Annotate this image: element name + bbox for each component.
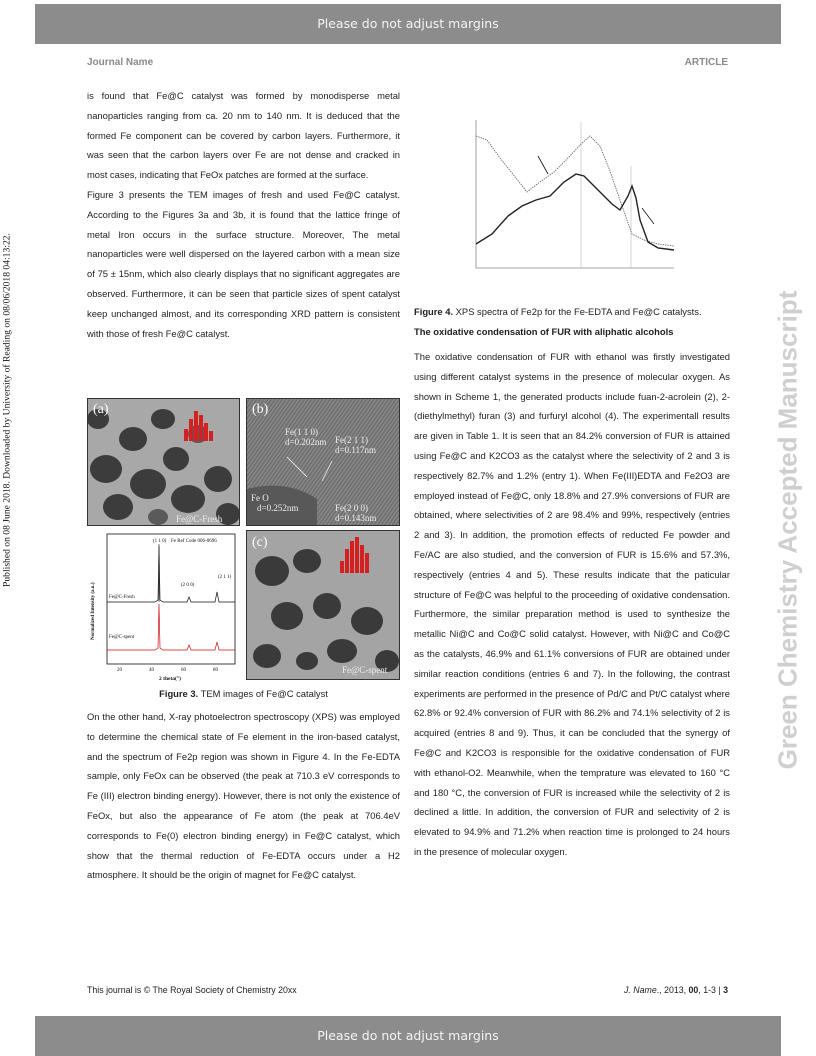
paragraph: Figure 3 presents the TEM images of fresh and used Fe@C catalyst. According to the Figures 3a and 3b, it is found that the lattice fringe of metal Iron occurs in the surface structure. Moreover, The metal nanoparticles were well dispersed on the layered carbon with a mean size of 75 ± 15nm, which also clearly displays that no significant aggregates are observed. Furthermore, it can be seen that particle sizes of spent catalyst keep unchanged almost, and its corresponding XRD pattern is consistent with those of fresh Fe@C catalyst. bbox=[87, 188, 400, 339]
lattice-label: Fe O bbox=[251, 493, 269, 503]
xrd-chart bbox=[87, 530, 240, 683]
xrd-ref-label: Fe Ref Code 006-0696 bbox=[171, 539, 217, 544]
tem-particles-image bbox=[88, 399, 240, 526]
lattice-label: d=0.252nm bbox=[257, 503, 299, 513]
caption-text: XPS spectra of Fe2p for the Fe-EDTA and Fe@C catalysts. bbox=[453, 306, 702, 317]
caption-label: Figure 4. bbox=[414, 306, 454, 317]
top-banner: Please do not adjust margins bbox=[35, 4, 781, 44]
figure-4-caption bbox=[414, 302, 730, 342]
xrd-tick: 60 bbox=[181, 668, 186, 673]
footer-pages: , 1-3 | bbox=[698, 985, 724, 995]
xrd-peak-200: (2 0 0) bbox=[181, 583, 195, 588]
tem-panel-b bbox=[246, 398, 400, 526]
panel-c-label: (c) bbox=[252, 535, 268, 550]
manuscript-watermark bbox=[770, 240, 806, 820]
xrd-tick: 80 bbox=[213, 668, 218, 673]
lattice-label: d=0.117nm bbox=[335, 445, 376, 455]
manuscript-watermark-text: Green Chemistry Accepted Manuscript bbox=[772, 290, 803, 770]
panel-c-sublabel: Fe@C-spent bbox=[342, 665, 388, 675]
publication-note bbox=[1, 150, 13, 670]
xrd-spent-label: Fe@C-spent bbox=[109, 635, 135, 640]
figure-4 bbox=[472, 116, 678, 270]
caption-text: TEM images of Fe@C catalyst bbox=[198, 688, 328, 699]
journal-name: Journal Name bbox=[87, 57, 154, 68]
tem-panel-a bbox=[87, 398, 240, 526]
lattice-label: d=0.143nm bbox=[335, 513, 377, 523]
article-label: ARTICLE bbox=[684, 57, 728, 68]
tem-panel-c bbox=[246, 530, 400, 680]
footer-copyright: This journal is © The Royal Society of Chemistry 20xx bbox=[87, 985, 297, 995]
lattice-label: Fe(2 0 0) bbox=[335, 503, 368, 513]
panel-b-label: (b) bbox=[252, 402, 269, 417]
panel-a-sublabel: Fe@C-Fresh bbox=[176, 514, 223, 524]
lattice-label: d=0.202nm bbox=[285, 437, 327, 447]
left-column bbox=[87, 86, 400, 343]
lattice-label: Fe(1 1 0) bbox=[285, 427, 318, 437]
xrd-tick: 40 bbox=[149, 668, 154, 673]
xrd-fresh-label: Fe@C-Fresh bbox=[109, 595, 135, 600]
bottom-banner: Please do not adjust margins bbox=[35, 1016, 781, 1056]
footer-citation bbox=[624, 985, 728, 995]
panel-a-label: (a) bbox=[93, 402, 109, 417]
xrd-ylabel: Normalized Intensity (a.u.) bbox=[91, 582, 96, 640]
tem-spent-image bbox=[247, 531, 400, 680]
footer-year: ., 2013, bbox=[656, 985, 689, 995]
xrd-peak-211: (2 1 1) bbox=[218, 575, 232, 580]
footer-journal: J. Name bbox=[623, 985, 657, 995]
xrd-plot bbox=[87, 530, 240, 683]
xrd-tick: 20 bbox=[117, 668, 122, 673]
xrd-peak-110: (1 1 0) bbox=[153, 539, 167, 544]
footer-volume: 00 bbox=[688, 985, 699, 995]
paragraph: is found that Fe@C catalyst was formed by monodisperse metal nanoparticles ranging from ca. 20 nm to 140 nm. It is deduced that the formed Fe component can be covered by carbon layers. Furthermore, it was seen that the carbon layers over Fe are not dense and cracked in most cases, indicating that FeOx patches are formed at the surface. bbox=[87, 90, 400, 181]
paragraph: The oxidative condensation of FUR with ethanol was firstly investigated using different catalyst systems in the presence of molecular oxygen. As shown in Scheme 1, the generated products include fuan-2-acrolein (2), 2-(diethylmethyl) furan (3) and furfuryl alcohol (4). The experimentall results are given in Table 1. It is seen that an 84.2% conversion of FUR is attained using Fe@C and K2CO3 as the catalyst where the selectivity of 2 and 3 is respectively 82.7% and 1.2% (entry 1). When Fe(III)EDTA and Fe2O3 are employed instead of Fe@C, only 18.8% and 27.9% conversions of FUR are obtained, where selectivities of 2 are 98.4% and 99%, respectively (entries 2 and 3). In addition, the promotion effects of reducted Fe powder and Fe/AC are also studied, and the conversion of FUR is 15.6% and 57.3%, respectively (entries 4 and 5). These results indicate that the paticular structure of Fe@C was helpful to the proceeding of oxidative condensation. Furthermore, the similar preparation method is used to synthesize the metallic Ni@C and Co@C solid catalyst. However, with Ni@C and Co@C as the catalysts, 46.9% and 61.1% conversions of FUR are obtained under similar reaction conditions (entries 6 and 7). In the following, the contrast experiments are performed in the presence of Pd/C and Pt/C catalyst where 62.8% or 92.4% conversion of FUR with 86.2% and 74.1% selectivity of 2 is acquired (entries 8 and 9). Thus, it can be concluded that the synergy of Fe@C and K2CO3 is responsible for the oxidative condensation of FUR with ethanol-O2. Meanwhile, when the temprature was elevated to 160 °C and 180 °C, the conversion of FUR is increased while the selectivity of 2 is declined a little. In addition, the conversion of FUR and selectivity of 2 is elevated to 94.9% and 71.2% when reaction time is prolonged to 24 hours in the presence of molecular oxygen. bbox=[414, 351, 730, 857]
lattice-label: Fe(2 1 1) bbox=[335, 435, 368, 445]
page-number: 3 bbox=[723, 985, 728, 995]
caption-label: Figure 3. bbox=[159, 688, 199, 699]
paragraph: On the other hand, X-ray photoelectron spectroscopy (XPS) was employed to determine the chemical state of Fe element in the iron-based catalyst, and the spectrum of Fe2p region was shown in Figure 4. In the Fe-EDTA sample, only FeOx can be observed (the peak at 710.3 eV corresponds to Fe (III) electron binding energy). However, there is not only the existence of FeOx, but also the appearance of Fe atom (the peak at 706.4eV corresponds to Fe(0) electron binding energy) in Fe@C catalyst, which show that the thermal reduction of Fe-EDTA occurs under a H2 atmosphere. It should be the origin of magnet for Fe@C catalyst. bbox=[87, 711, 400, 881]
xps-spectra bbox=[472, 116, 678, 270]
publication-note-text: Published on 08 June 2018. Downloaded by University of Reading on 08/06/2018 04:13:22. bbox=[1, 233, 13, 587]
xrd-xlabel: 2 theta(°) bbox=[159, 676, 181, 682]
right-column bbox=[414, 347, 730, 862]
section-heading: The oxidative condensation of FUR with aliphatic alcohols bbox=[414, 325, 674, 337]
figure-3 bbox=[87, 398, 400, 683]
left-column-bottom bbox=[87, 707, 400, 885]
figure-3-caption bbox=[87, 688, 400, 699]
